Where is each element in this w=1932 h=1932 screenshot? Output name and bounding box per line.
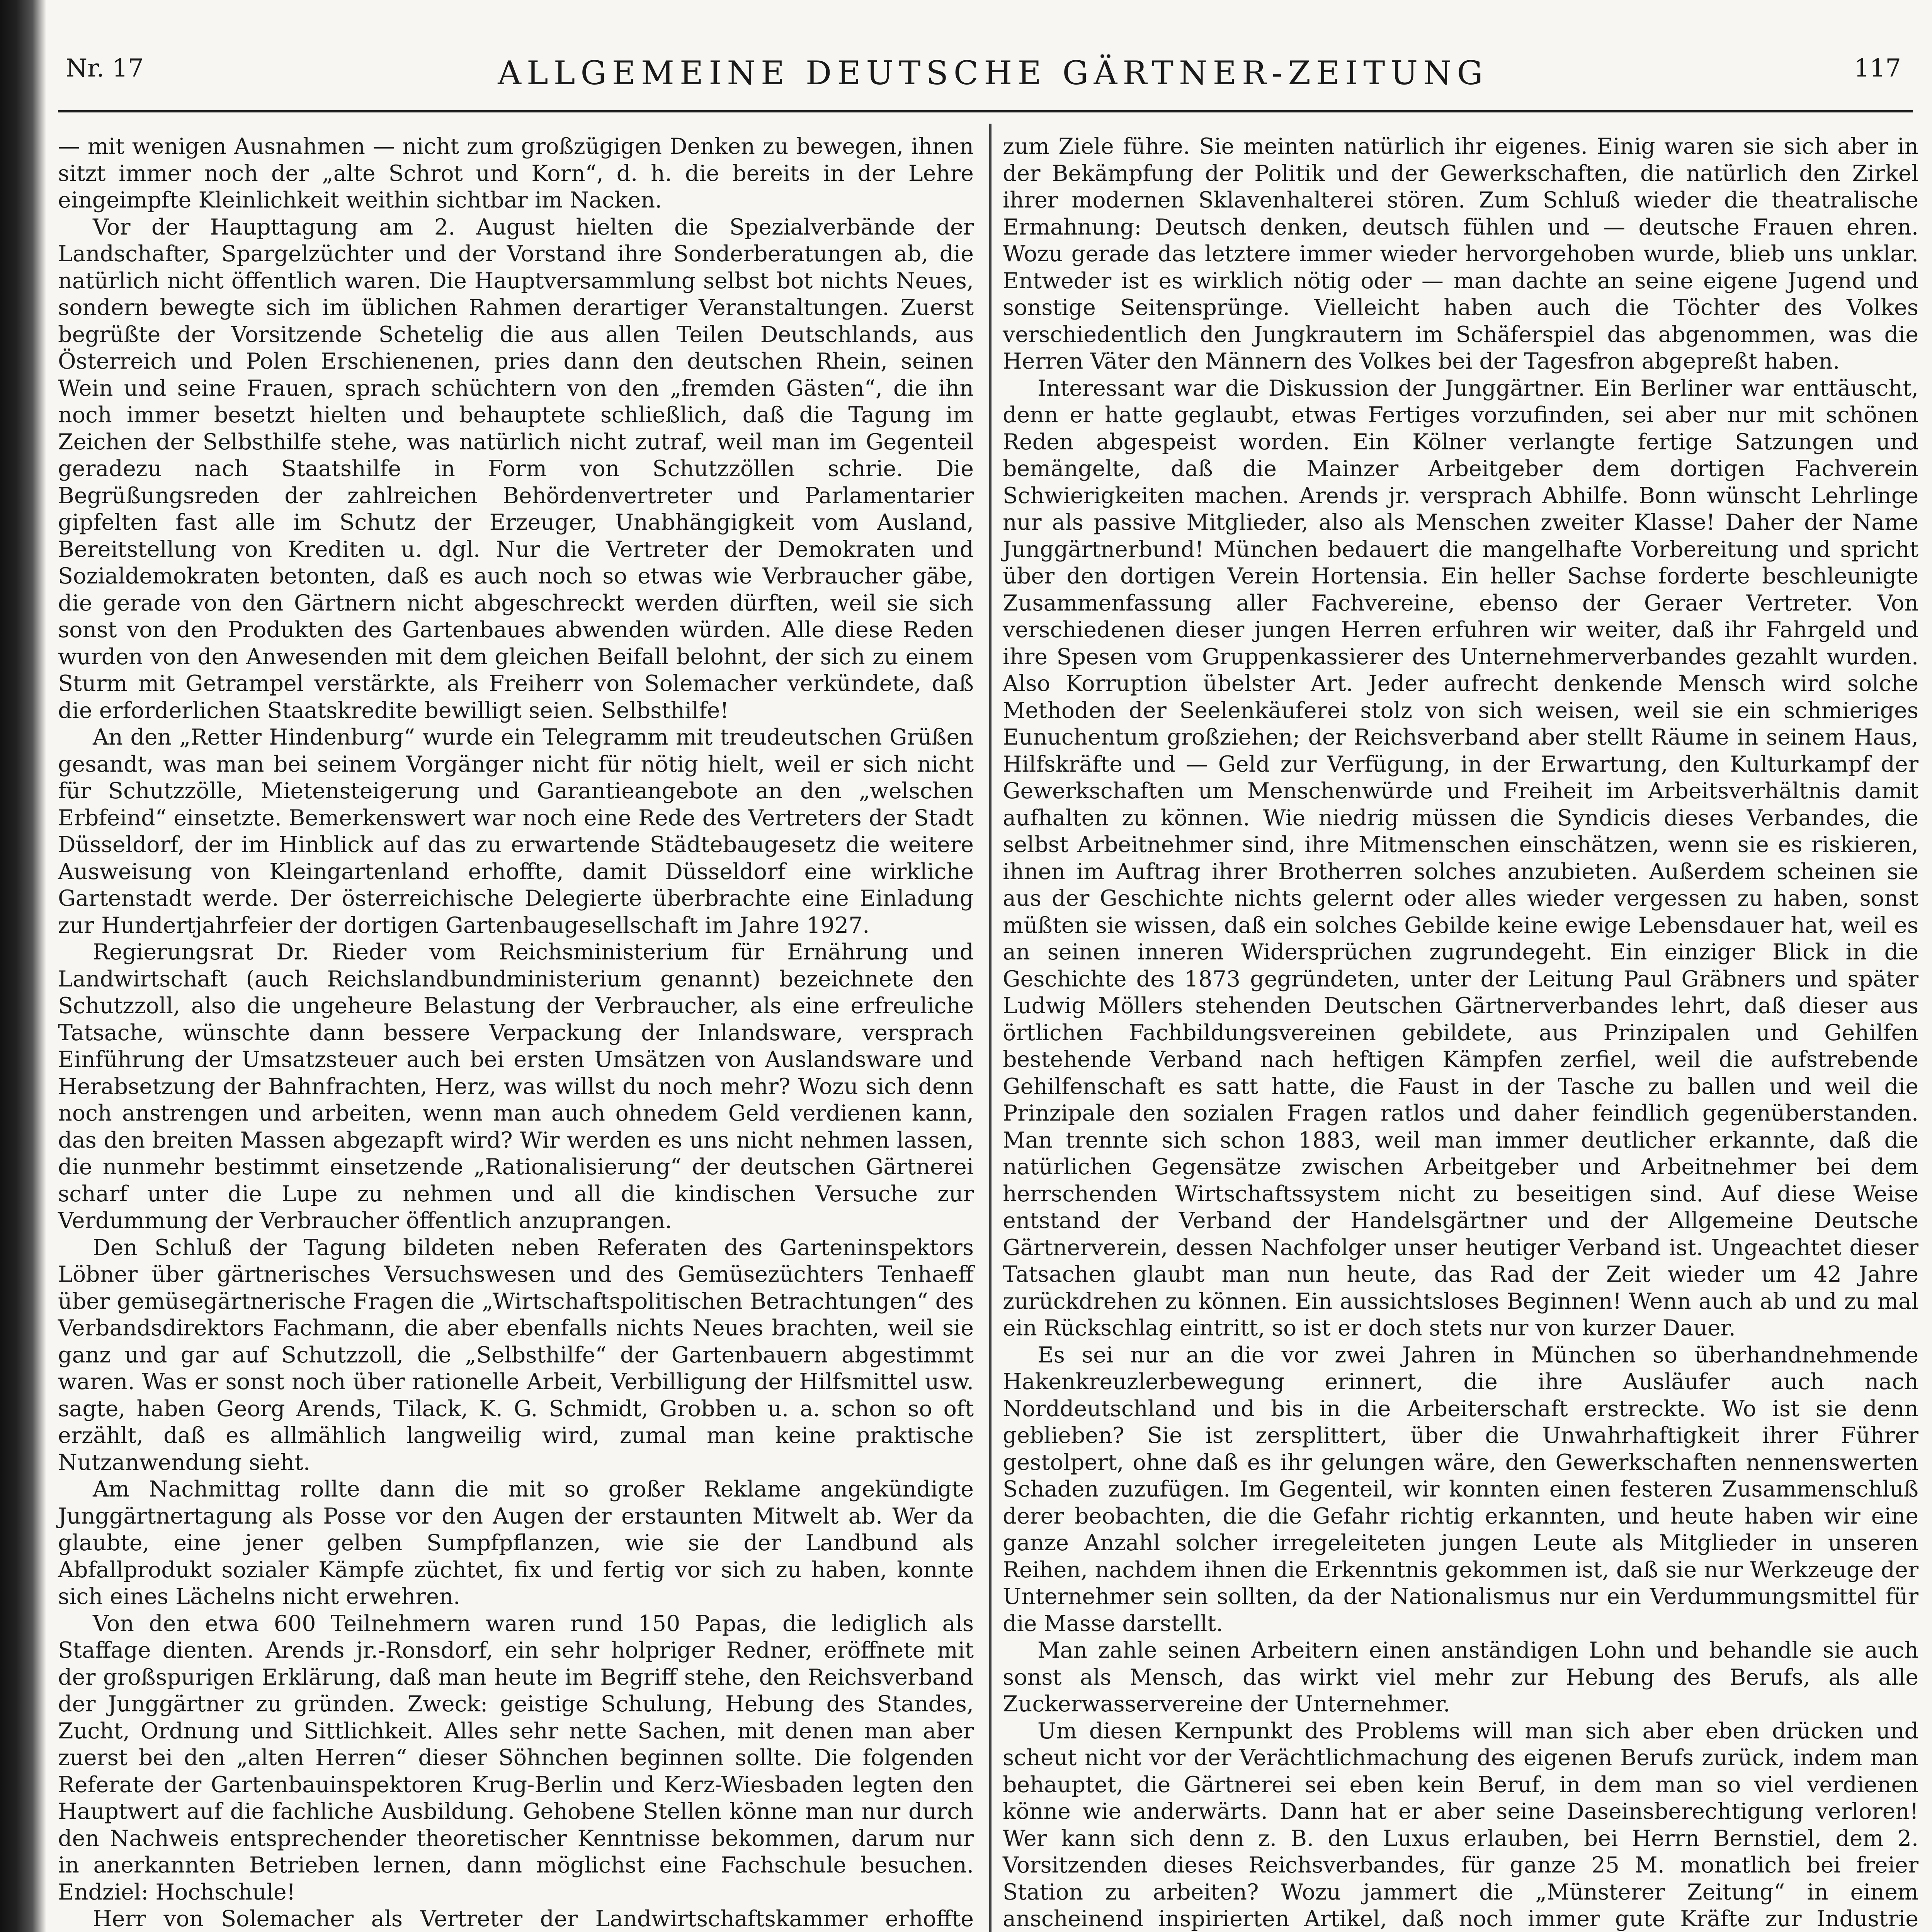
paragraph: Den Schluß der Tagung bildeten neben Referaten des Garteninspektors Löbner über gärtnerisches Versuchswesen und des Gemüsezüchters Tenhaeff über gemüsegärtnerische Fragen die „Wirtschaftspolitischen Betrachtungen“ des Verbandsdirektors Fachmann, die aber ebenfalls nichts Neues brachten, weil sie ganz und gar auf Schutzzoll, die „Selbsthilfe“ der Gartenbauern abgestimmt waren. Was er sonst noch über rationelle Arbeit, Verbilligung der Hilfsmittel usw. sagte, haben Georg Arends, Tilack, K. G. Schmidt, Grobben u. a. schon so oft erzählt, daß es allmählich langweilig wird, zumal man keine praktische Nutzanwendung sieht. <box>58 1235 974 1475</box>
paragraph: Man zahle seinen Arbeitern einen anständigen Lohn und behandle sie auch sonst als Mensch, das wirkt viel mehr zur Hebung des Berufs, als alle Zuckerwasservereine der Unternehmer. <box>1003 1638 1918 1717</box>
paragraph: Es sei nur an die vor zwei Jahren in München so überhandnehmende Hakenkreuzlerbewegung erinnert, die ihre Ausläufer auch nach Norddeutschland und bis in die Arbeiterschaft erstreckte. Wo ist sie denn geblieben? Sie ist zersplittert, über die Unwahrhaftigkeit ihrer Führer gestolpert, ohne daß es ihr gelungen wäre, den Gewerkschaften nennenswerten Schaden zuzufügen. Im Gegenteil, wir konnten einen festeren Zusammenschluß derer beobachten, die die Gefahr richtig erkannten, und heute haben wir eine ganze Anzahl solcher irregeleiteten jungen Leute als Mitglieder in unseren Reihen, nachdem ihnen die Erkenntnis gekommen ist, daß sie nur Werkzeuge der Unternehmer sein sollten, da der Nationalismus nur ein Verdummungsmittel für die Masse darstellt. <box>1003 1342 1918 1636</box>
paragraph: Herr von Solemacher als Vertreter der Landwirtschaftskammer erhoffte <box>93 1906 974 1932</box>
paragraph: zum Ziele führe. Sie meinten natürlich ihr eigenes. Einig waren sie sich aber in der Bekämpfung der Politik und der Gewerkschaften, die natürlich den Zirkel ihrer modernen Sklavenhalterei stören. Zum Schluß wieder die theatralische Ermahnung: Deutsch denken, deutsch fühlen und — deutsche Frauen ehren. Wozu gerade das letztere immer wieder hervorgehoben wurde, blieb uns unklar. Entweder ist es wirklich nötig oder — man dachte an seine eigene Jugend und sonstige Seitensprünge. Vielleicht haben auch die Töchter des Volkes verschiedentlich den Jungkrautern im Schäferspiel das abgenommen, was die Herren Väter den Männern des Volkes bei der Tagesfron abgepreßt haben. <box>1003 134 1918 374</box>
left-column <box>58 133 974 1932</box>
page-header <box>66 54 1901 100</box>
paragraph: Um diesen Kernpunkt des Problems will man sich aber eben drücken und scheut nicht vor der Verächtlichmachung des eigenen Berufs zurück, indem man behauptet, die Gärtnerei sei eben kein Beruf, in dem man so viel verdienen könne wie anderwärts. Dann hat er aber seine Daseinsberechtigung verloren! Wer kann sich denn z. B. den Luxus erlauben, bei Herrn Bernstiel, dem 2. Vorsitzenden dieses Reichsverbandes, für ganze 25 M. monatlich bei freier Station zu arbeiten? Wozu jammert die „Münsterer Zeitung“ in einem anscheinend inspirierten Artikel, daß noch immer gute Kräfte zur Industrie <box>1003 1718 1918 1932</box>
paragraph: Am Nachmittag rollte dann die mit so großer Reklame angekündigte Junggärtnertagung als Posse vor den Augen der erstaunten Mitwelt ab. Wer da glaubte, eine jener gelben Sumpfpflanzen, wie sie der Landbund als Abfallprodukt sozialer Kämpfe züchtet, fix und fertig vor sich zu haben, konnte sich eines Lächelns nicht erwehren. <box>58 1476 974 1609</box>
column-divider <box>989 124 992 1932</box>
issue-number: Nr. 17 <box>66 54 144 83</box>
paragraph: Interessant war die Diskussion der Junggärtner. Ein Berliner war enttäuscht, denn er hatte geglaubt, etwas Fertiges vorzufinden, sei aber nur mit schönen Reden abgespeist worden. Ein Kölner verlangte fertige Satzungen und bemängelte, daß die Mainzer Arbeitgeber dem dortigen Fachverein Schwierigkeiten machen. Arends jr. versprach Abhilfe. Bonn wünscht Lehrlinge nur als passive Mitglieder, also als Menschen zweiter Klasse! Daher der Name Junggärtnerbund! München bedauert die mangelhafte Vorbereitung und spricht über den dortigen Verein Hortensia. Ein heller Sachse forderte beschleunigte Zusammenfassung aller Fachvereine, ebenso der Geraer Vertreter. Von verschiedenen dieser jungen Herren erfuhren wir weiter, daß ihr Fahrgeld und ihre Spesen vom Gruppenkassierer des Unternehmerverbandes gezahlt wurden. Also Korruption übelster Art. Jeder aufrecht denkende Mensch wird solche Methoden der Seelenkäuferei stolz von sich weisen, weil sie ein schmieriges Eunuchentum großziehen; der Reichsverband aber stellt Räume in seinem Haus, Hilfskräfte und — Geld zur Verfügung, in der Erwartung, den Kulturkampf der Gewerkschaften um Menschenwürde und Freiheit im Arbeitsverhältnis damit aufhalten zu können. Wie niedrig müssen die Syndicis dieses Verbandes, die selbst Arbeitnehmer sind, ihre Mitmenschen einschätzen, wenn sie es riskieren, ihnen im Auftrag ihrer Brotherren solches anzubieten. Außerdem scheinen sie aus der Geschichte nichts gelernt oder alles wieder vergessen zu haben, sonst müßten sie wissen, daß ein solches Gebilde keine ewige Lebensdauer hat, weil es an seinen inneren Widersprüchen zugrundegeht. Ein einziger Blick in die Geschichte des 1873 gegründeten, unter der Leitung Paul Gräbners und später Ludwig Möllers stehenden Deutschen Gärtnerverbandes lehrt, daß dieser aus örtlichen Fachbildungsvereinen gebildete, aus Prinzipalen und Gehilfen bestehende Verband nach heftigen Kämpfen zerfiel, weil die aufstrebende Gehilfenschaft es satt hatte, die Faust in der Tasche zu ballen und weil die Prinzipale den sozialen Fragen ratlos und daher feindlich gegenüberstanden. Man trennte sich schon 1883, weil man immer deutlicher erkannte, daß die natürlichen Gegensätze zwischen Arbeitgeber und Arbeitnehmer bei dem herrschenden Wirtschaftssystem nicht zu beseitigen sind. Auf diese Weise entstand der Verband der Handelsgärtner und der Allgemeine Deutsche Gärtnerverein, dessen Nachfolger unser heutiger Verband ist. Ungeachtet dieser Tatsachen glaubt man nun heute, das Rad der Zeit wieder um 42 Jahre zurückdrehen zu können. Ein aussichtsloses Beginnen! Wenn auch ab und zu mal ein Rückschlag eintritt, so ist er doch stets nur von kurzer Dauer. <box>1003 375 1918 1341</box>
paragraph: Von den etwa 600 Teilnehmern waren rund 150 Papas, die lediglich als Staffage dienten. Arends jr.-Ronsdorf, ein sehr holpriger Redner, eröffnete mit der großspurigen Erklärung, daß man heute im Begriff stehe, den Reichsverband der Junggärtner zu gründen. Zweck: geistige Schulung, Hebung des Standes, Zucht, Ordnung und Sittlichkeit. Alles sehr nette Sachen, mit denen man aber zuerst bei den „alten Herren“ dieser Söhnchen beginnen sollte. Die folgenden Referate der Gartenbauinspektoren Krug-Berlin und Kerz-Wiesbaden legten den Hauptwert auf die fachliche Ausbildung. Gehobene Stellen könne man nur durch den Nachweis entsprechender theoretischer Kenntnisse bekommen, darum nur in anerkannten Betrieben lernen, dann möglichst eine Fachschule besuchen. Endziel: Hochschule! <box>58 1611 974 1905</box>
paragraph: Regierungsrat Dr. Rieder vom Reichsministerium für Ernährung und Landwirtschaft (auch Reichslandbundministerium genannt) bezeichnete den Schutzzoll, also die ungeheure Belastung der Verbraucher, als eine erfreuliche Tatsache, wünschte dann bessere Verpackung der Inlandsware, versprach Einführung der Umsatzsteuer auch bei ersten Umsätzen von Auslandsware und Herabsetzung der Bahnfrachten, Herz, was willst du noch mehr? Wozu sich denn noch anstrengen und arbeiten, wenn man auch ohnedem Geld verdienen kann, das den breiten Massen abgezapft wird? Wir werden es uns nicht nehmen lassen, die nunmehr bestimmt einsetzende „Rationalisierung“ der deutschen Gärtnerei scharf unter die Lupe zu nehmen und all die kindischen Versuche zur Verdummung der Verbraucher öffentlich anzuprangen. <box>58 939 974 1233</box>
right-column <box>1003 133 1918 1932</box>
paragraph: Vor der Haupttagung am 2. August hielten die Spezialverbände der Landschafter, Spargelzüchter und der Vorstand ihre Sonderberatungen ab, die natürlich nicht öffentlich waren. Die Hauptversammlung selbst bot nichts Neues, sondern bewegte sich im üblichen Rahmen derartiger Veranstaltungen. Zuerst begrüßte der Vorsitzende Schetelig die aus allen Teilen Deutschlands, aus Österreich und Polen Erschienenen, pries dann den deutschen Rhein, seinen Wein und seine Frauen, sprach schüchtern von den „fremden Gästen“, die ihn noch immer besetzt hielten und behauptete schließlich, daß die Tagung im Zeichen der Selbsthilfe stehe, was natürlich nicht zutraf, weil man im Gegenteil geradezu nach Staatshilfe in Form von Schutzzöllen schrie. Die Begrüßungsreden der zahlreichen Behördenvertreter und Parlamentarier gipfelten fast alle im Schutz der Erzeuger, Unabhängigkeit vom Ausland, Bereitstellung von Krediten u. dgl. Nur die Vertreter der Demokraten und Sozialdemokraten betonten, daß es auch noch so etwas wie Verbraucher gäbe, die gerade von den Gärtnern nicht abgeschreckt werden dürften, weil sie sich sonst von den Produkten des Gartenbaues abwenden würden. Alle diese Reden wurden von den Anwesenden mit dem gleichen Beifall belohnt, der sich zu einem Sturm mit Getrampel verstärkte, als Freiherr von Solemacher verkündete, daß die erforderlichen Staatskredite bewilligt seien. Selbsthilfe! <box>58 214 974 723</box>
paragraph: — mit wenigen Ausnahmen — nicht zum großzügigen Denken zu bewegen, ihnen sitzt immer noch der „alte Schrot und Korn“, d. h. die bereits in der Lehre eingeimpfte Kleinlichkeit weithin sichtbar im Nacken. <box>58 134 974 213</box>
page-number: 117 <box>1854 54 1901 83</box>
header-rule <box>58 110 1913 112</box>
binding-shadow <box>0 0 46 1932</box>
newspaper-title: ALLGEMEINE DEUTSCHE GÄRTNER-ZEITUNG <box>498 54 1488 92</box>
paragraph: An den „Retter Hindenburg“ wurde ein Telegramm mit treudeutschen Grüßen gesandt, was man bei seinem Vorgänger nicht für nötig hielt, weil er sich nicht für Schutzzölle, Mietensteigerung und Garantieangebote an den „welschen Erbfeind“ einsetzte. Bemerkenswert war noch eine Rede des Vertreters der Stadt Düsseldorf, der im Hinblick auf das zu erwartende Städtebaugesetz die weitere Ausweisung von Kleingartenland erhoffte, damit Düsseldorf eine wirkliche Gartenstadt werde. Der österreichische Delegierte überbrachte eine Einladung zur Hundertjahrfeier der dortigen Gartenbaugesellschaft im Jahre 1927. <box>58 724 974 938</box>
